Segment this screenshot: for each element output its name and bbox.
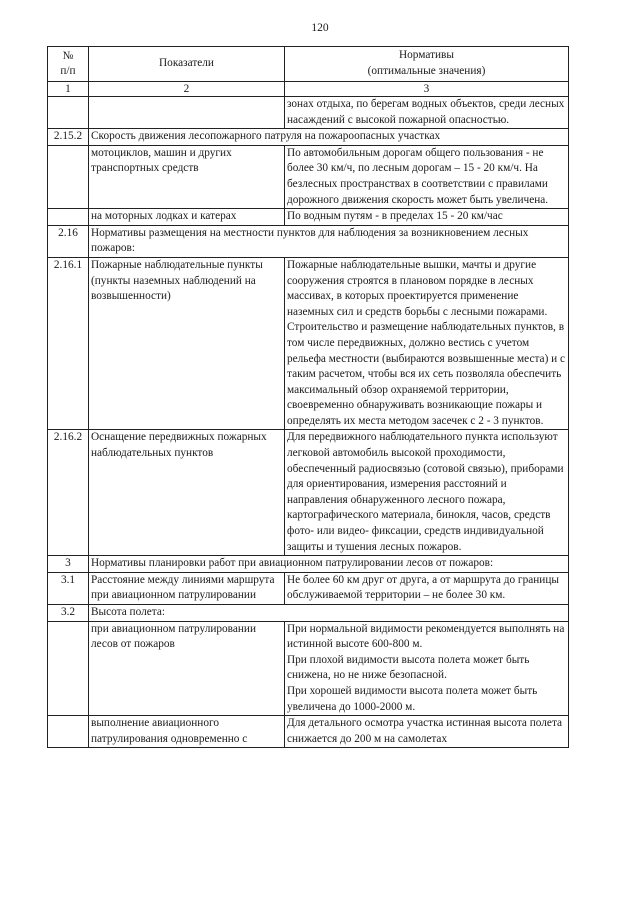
header-num-line2: п/п [60, 65, 76, 77]
table-row [48, 621, 569, 716]
table-row [48, 430, 569, 556]
row-num: 2.16.2 [48, 430, 89, 556]
header-norms-line2: (оптимальные значения) [367, 65, 486, 77]
row-section-title: Высота полета: [89, 605, 569, 622]
row-num: 2.15.2 [48, 129, 89, 146]
row-norm-paragraph: При плохой видимости высота полета может быть снижена, но не ниже безопасной. [287, 653, 530, 682]
row-indicator: мотоциклов, машин и других транспортных средств [89, 145, 285, 208]
row-norm [285, 621, 569, 716]
header-norms [285, 47, 569, 82]
row-section-title: Скорость движения лесопожарного патруля на пожароопасных участках [89, 129, 569, 146]
row-num: 2.16 [48, 225, 89, 257]
row-num [48, 97, 89, 129]
row-indicator: выполнение авиационного патрулирования одновременно с [89, 716, 285, 748]
row-norm: Не более 60 км друг от друга, а от маршрута до границы обслуживаемой территории – не более 30 км. [285, 572, 569, 604]
row-num: 3 [48, 556, 89, 573]
table-header-row [48, 47, 569, 82]
row-indicator: Расстояние между линиями маршрута при авиационном патрулировании [89, 572, 285, 604]
table-row [48, 97, 569, 129]
header-num-line1: № [62, 50, 74, 62]
table-row [48, 716, 569, 748]
table-row [48, 605, 569, 622]
row-norm: По водным путям - в пределах 15 - 20 км/час [285, 209, 569, 226]
header-indicators: Показатели [89, 47, 285, 82]
row-indicator: Пожарные наблюдательные пункты (пункты наземных наблюдений на возвышенности) [89, 257, 285, 430]
row-num [48, 716, 89, 748]
table-row [48, 225, 569, 257]
table-row [48, 129, 569, 146]
row-indicator: на моторных лодках и катерах [89, 209, 285, 226]
row-indicator [89, 97, 285, 129]
table-row [48, 556, 569, 573]
header-num [48, 47, 89, 82]
row-section-title: Нормативы размещения на местности пунктов для наблюдения за возникновением лесных пожаров: [89, 225, 569, 257]
column-index-2: 2 [89, 82, 285, 97]
row-num: 3.1 [48, 572, 89, 604]
column-index-row [48, 82, 569, 97]
column-index-3: 3 [285, 82, 569, 97]
row-norm: зонах отдыха, по берегам водных объектов, среди лесных насаждений с высокой пожарной опасностью. [285, 97, 569, 129]
column-index-1: 1 [48, 82, 89, 97]
table-row [48, 209, 569, 226]
row-num: 2.16.1 [48, 257, 89, 430]
row-section-title: Нормативы планировки работ при авиационном патрулировании лесов от пожаров: [89, 556, 569, 573]
row-norm-paragraph: При нормальной видимости рекомендуется выполнять на истинной высоте 600-800 м. [287, 622, 565, 651]
header-norms-line1: Нормативы [399, 49, 454, 62]
row-num [48, 621, 89, 716]
row-norm: Для передвижного наблюдательного пункта используют легковой автомобиль высокой проходимости, обеспеченный радиосвязью (сотовой связью), приборами для ориентирования, измерения расстояний и направления обнаруженного лесного пожара, картографического материала, бинокля, часов, средств фото- или видео- фиксации, средств индивидуальной защиты и тушения лесных пожаров. [285, 430, 569, 556]
row-norm-paragraph: При хорошей видимости высота полета может быть увеличена до 1000-2000 м. [287, 684, 538, 713]
page-number: 120 [311, 22, 329, 34]
table-row [48, 257, 569, 430]
row-num: 3.2 [48, 605, 89, 622]
table-row [48, 572, 569, 604]
row-indicator: при авиационном патрулировании лесов от пожаров [89, 621, 285, 716]
row-num [48, 209, 89, 226]
table-row [48, 145, 569, 208]
row-norm: Для детального осмотра участка истинная высота полета снижается до 200 м на самолетах [285, 716, 569, 748]
row-num [48, 145, 89, 208]
norms-table [47, 46, 569, 748]
row-indicator: Оснащение передвижных пожарных наблюдательных пунктов [89, 430, 285, 556]
row-norm: По автомобильным дорогам общего пользования - не более 30 км/ч, по лесным дорогам – 15 - 20 км/ч. На безлесных пространствах в соответствии с правилами дорожного движения скорость может быть увеличена. [285, 145, 569, 208]
row-norm: Пожарные наблюдательные вышки, мачты и другие сооружения строятся в плановом порядке в лесных массивах, в которых проектируется применение наземных сил и средств борьбы с лесными пожарами. Строительство и размещение наблюдательных пунктов, в том числе передвижных, должно вестись с учетом рельефа местности (выбираются возвышенные места) и с таким расчетом, чтобы вся их сеть позволяла обеспечить максимальный обзор охраняемой территории, своевременно обнаруживать возникающие пожары и определять их места методом засечек с 2 - 3 пунктов. [285, 257, 569, 430]
